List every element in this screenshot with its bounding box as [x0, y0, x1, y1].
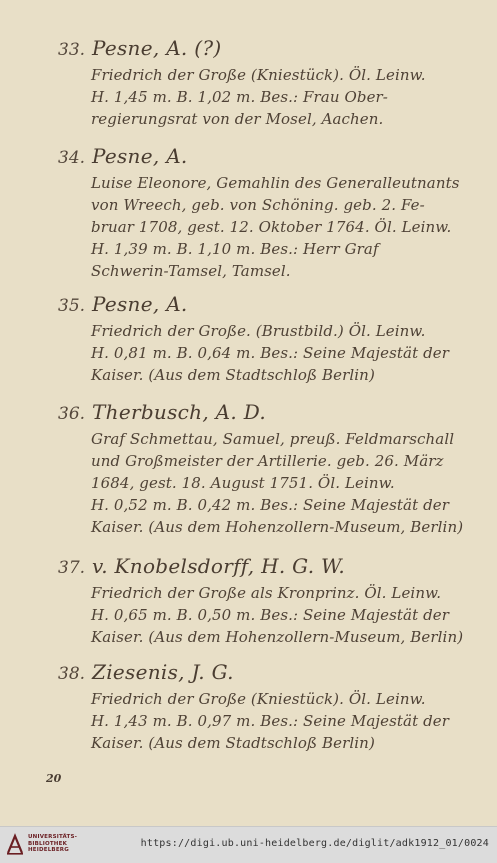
entry-line: Kaiser. (Aus dem Stadtschloß Berlin) [91, 366, 375, 384]
entry-line: Friedrich der Große. (Brustbild.) Öl. Leinw. [91, 322, 426, 340]
entry-line: Luise Eleonore, Gemahlin des Generalleutnants [91, 174, 460, 192]
entry-line: Schwerin-Tamsel, Tamsel. [91, 262, 291, 280]
entry-line: 1684, gest. 18. August 1751. Öl. Leinw. [91, 474, 395, 492]
logo-line: BIBLIOTHEK [28, 840, 68, 847]
viewer-footer [0, 826, 497, 863]
artist-name: Ziesenis, J. G. [92, 660, 234, 684]
catalog-entry-38 [58, 660, 478, 752]
entry-number: 33. [58, 40, 86, 60]
artist-name: Pesne, A. (?) [92, 36, 222, 60]
logo-line: HEIDELBERG [28, 847, 69, 853]
catalog-entry-37 [58, 554, 478, 646]
catalog-entry-34 [58, 144, 478, 280]
entry-line: H. 1,43 m. B. 0,97 m. Bes.: Seine Majestät der [91, 712, 450, 730]
entry-line: Graf Schmettau, Samuel, preuß. Feldmarschall [91, 430, 455, 448]
entry-number: 36. [58, 404, 86, 424]
entry-line: bruar 1708, gest. 12. Oktober 1764. Öl. Leinw. [91, 218, 452, 236]
entry-line: H. 0,81 m. B. 0,64 m. Bes.: Seine Majestät der [91, 344, 450, 362]
permalink-url[interactable]: https://digi.ub.uni-heidelberg.de/diglit/adk1912_01/0024 [140, 838, 489, 849]
entry-line: H. 0,52 m. B. 0,42 m. Bes.: Seine Majestät der [91, 496, 450, 514]
entry-heading [58, 554, 478, 582]
artist-name: Pesne, A. [92, 144, 188, 168]
entry-line: Kaiser. (Aus dem Hohenzollern-Museum, Berlin) [91, 518, 464, 536]
artist-name: Pesne, A. [92, 292, 188, 316]
entry-heading [58, 36, 478, 64]
entry-line: Friedrich der Große (Kniestück). Öl. Leinw. [91, 690, 426, 708]
entry-line: regierungsrat von der Mosel, Aachen. [91, 110, 384, 128]
entry-line: Friedrich der Große als Kronprinz. Öl. Leinw. [91, 584, 442, 602]
university-library-logo-icon [6, 833, 24, 855]
entry-line: Friedrich der Große (Kniestück). Öl. Leinw. [91, 66, 426, 84]
entry-heading [58, 400, 478, 428]
page-number: 20 [46, 772, 62, 785]
entry-line: H. 1,45 m. B. 1,02 m. Bes.: Frau Ober- [91, 88, 388, 106]
catalog-entry-35 [58, 292, 478, 384]
entry-line: Kaiser. (Aus dem Stadtschloß Berlin) [91, 734, 375, 752]
entry-heading [58, 292, 478, 320]
entry-line: H. 0,65 m. B. 0,50 m. Bes.: Seine Majestät der [91, 606, 450, 624]
entry-number: 37. [58, 558, 86, 578]
entry-number: 35. [58, 296, 86, 316]
entry-line: H. 1,39 m. B. 1,10 m. Bes.: Herr Graf [91, 240, 379, 258]
entry-number: 38. [58, 664, 86, 684]
logo-line: UNIVERSITÄTS- [28, 834, 78, 840]
entry-heading [58, 144, 478, 172]
entry-line: und Großmeister der Artillerie. geb. 26. März [91, 452, 444, 470]
entry-line: Kaiser. (Aus dem Hohenzollern-Museum, Berlin) [91, 628, 464, 646]
entry-heading [58, 660, 478, 688]
catalog-entry-36 [58, 400, 478, 536]
artist-name: v. Knobelsdorff, H. G. W. [92, 554, 346, 578]
artist-name: Therbusch, A. D. [92, 400, 266, 424]
library-logo-text [28, 834, 77, 854]
entry-number: 34. [58, 148, 86, 168]
entry-line: von Wreech, geb. von Schöning. geb. 2. Fe- [91, 196, 425, 214]
catalog-entry-33 [58, 36, 478, 128]
